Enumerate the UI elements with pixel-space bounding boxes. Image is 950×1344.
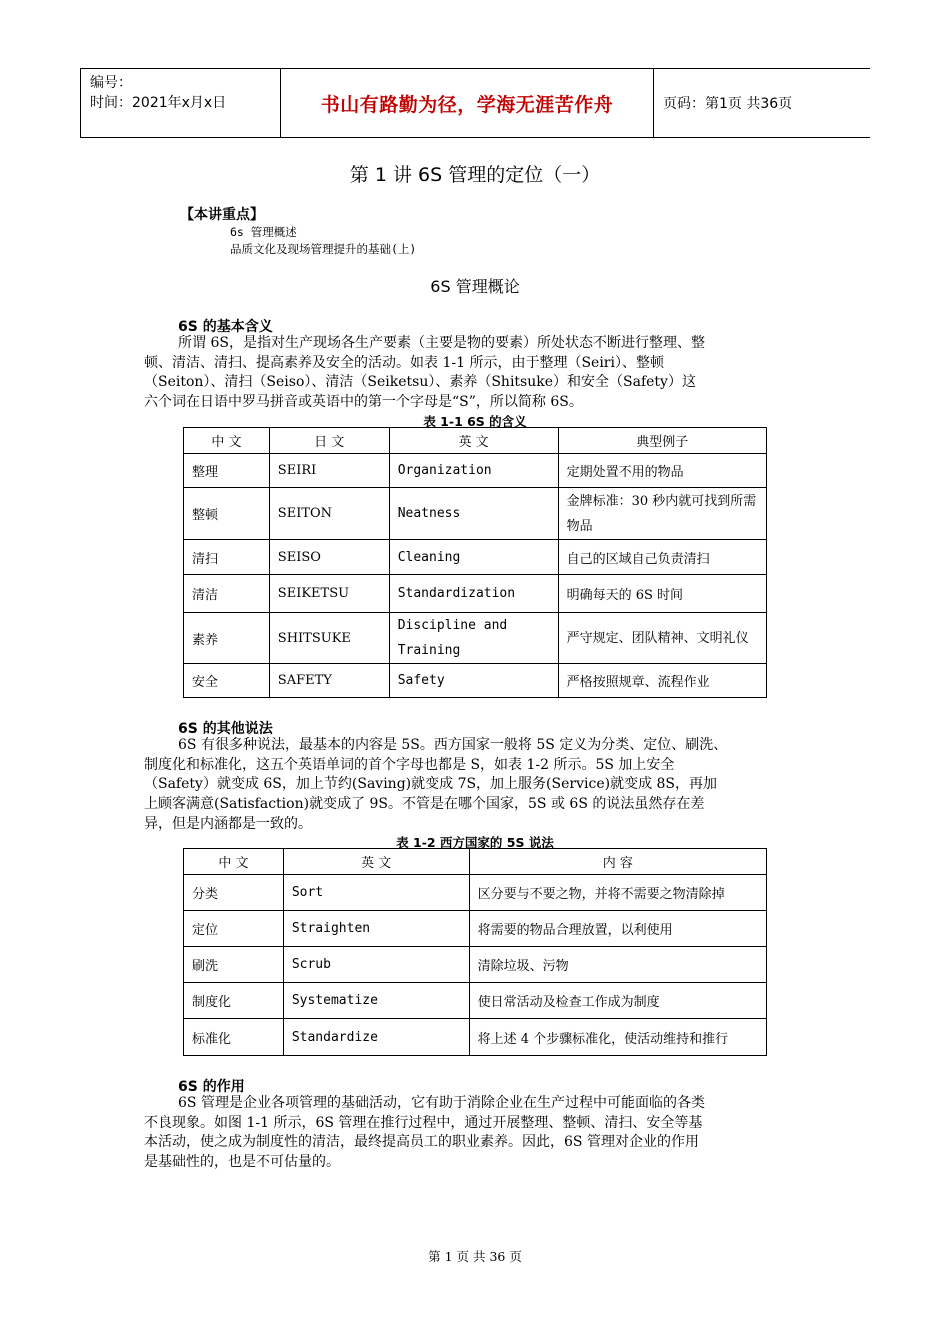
paragraph-line: （Safety）就变成 6S，加上节约(Saving)就变成 7S，加上服务(Service)就变成 8S，再加 <box>144 776 718 793</box>
cell-zh: 安全 <box>184 664 270 698</box>
page-footer: 第 1 页 共 36 页 <box>428 1249 522 1264</box>
column-header: 日 文 <box>269 428 389 454</box>
column-header: 内 容 <box>469 849 766 875</box>
header-meta <box>90 73 226 113</box>
cell-content: 将需要的物品合理放置，以利使用 <box>469 911 766 947</box>
cell-example: 明确每天的 6S 时间 <box>558 575 766 613</box>
key-point-item: 品质文化及现场管理提升的基础(上) <box>230 242 417 256</box>
column-header: 英 文 <box>283 849 469 875</box>
cell-jp: SAFETY <box>269 664 389 698</box>
cell-zh: 清洁 <box>184 575 270 613</box>
section-heading: 6S 的基本含义 <box>178 319 273 335</box>
paragraph-line: 6S 有很多种说法，最基本的内容是 5S。西方国家一般将 5S 定义为分类、定位、刷洗、 <box>178 737 728 753</box>
cell-zh: 刷洗 <box>184 947 284 983</box>
paragraph-line: 6S 管理是企业各项管理的基础活动，它有助于消除企业在生产过程中可能面临的各类 <box>178 1095 705 1111</box>
header-page-info: 页码：第1页 共36页 <box>663 96 793 112</box>
cell-en: Neatness <box>389 488 558 540</box>
cell-zh: 素养 <box>184 613 270 664</box>
cell-en: Systematize <box>283 983 469 1019</box>
cell-en: Discipline and Training <box>389 613 558 664</box>
paragraph-line: 上顾客满意(Satisfaction)就变成了 9S。不管是在哪个国家，5S 或 6S 的说法虽然存在差 <box>144 796 705 813</box>
paragraph-line: （Seiton）、清扫（Seiso）、清洁（Seiketsu）、素养（Shitsuke）和安全（Safety）这 <box>144 374 696 391</box>
cell-zh: 整理 <box>184 454 270 488</box>
cell-zh: 制度化 <box>184 983 284 1019</box>
table-row <box>184 911 767 947</box>
paragraph-line: 六个词在日语中罗马拼音或英语中的第一个字母是“S”，所以简称 6S。 <box>144 394 583 411</box>
table-row <box>184 875 767 911</box>
column-header: 中 文 <box>184 428 270 454</box>
table-caption: 表 1-2 西方国家的 5S 说法 <box>396 835 554 850</box>
cell-zh: 定位 <box>184 911 284 947</box>
cell-jp: SEISO <box>269 540 389 575</box>
column-header: 中 文 <box>184 849 284 875</box>
table-row <box>184 1019 767 1056</box>
lecture-title: 第 1 讲 6S 管理的定位（一） <box>349 164 601 186</box>
table-header-row <box>184 849 767 875</box>
table-caption: 表 1-1 6S 的含义 <box>423 414 527 429</box>
section-heading: 6S 的作用 <box>178 1079 245 1095</box>
cell-zh: 整顿 <box>184 488 270 540</box>
column-header: 典型例子 <box>558 428 766 454</box>
cell-en: Cleaning <box>389 540 558 575</box>
paragraph-line: 本活动，使之成为制度性的清洁，最终提高员工的职业素养。因此，6S 管理对企业的作用 <box>144 1134 699 1151</box>
table-header-row <box>184 428 767 454</box>
cell-example: 严守规定、团队精神、文明礼仪 <box>558 613 766 664</box>
cell-en: Sort <box>283 875 469 911</box>
cell-example: 定期处置不用的物品 <box>558 454 766 488</box>
key-point-item: 6s 管理概述 <box>230 225 297 239</box>
cell-zh: 清扫 <box>184 540 270 575</box>
cell-jp: SHITSUKE <box>269 613 389 664</box>
table-row <box>184 488 767 540</box>
paragraph-line: 不良现象。如图 1-1 所示，6S 管理在推行过程中，通过开展整理、整顿、清扫、安全等基 <box>144 1114 703 1131</box>
table-western-5s <box>183 848 767 1056</box>
section-paragraph <box>144 334 816 413</box>
paragraph-line: 是基础性的，也是不可估量的。 <box>144 1154 340 1171</box>
table-row <box>184 983 767 1019</box>
paragraph-line: 异，但是内涵都是一致的。 <box>144 815 312 832</box>
table-row <box>184 540 767 575</box>
motto: 书山有路勤为径，学海无涯苦作舟 <box>320 93 614 116</box>
cell-content: 使日常活动及检查工作成为制度 <box>469 983 766 1019</box>
cell-en: Standardize <box>283 1019 469 1056</box>
overview-title: 6S 管理概论 <box>430 277 520 296</box>
paragraph-line: 制度化和标准化，这五个英语单词的首个字母也都是 S，如表 1-2 所示。5S 加上安全 <box>144 756 675 773</box>
cell-zh: 标准化 <box>184 1019 284 1056</box>
table-6s-meaning <box>183 427 767 698</box>
cell-example: 金牌标准：30 秒内就可找到所需物品 <box>558 488 766 540</box>
cell-example: 严格按照规章、流程作业 <box>558 664 766 698</box>
cell-en: Standardization <box>389 575 558 613</box>
cell-content: 区分要与不要之物，并将不需要之物清除掉 <box>469 875 766 911</box>
section-paragraph <box>144 736 816 835</box>
number-label: 编号： <box>90 75 132 91</box>
cell-content: 清除垃圾、污物 <box>469 947 766 983</box>
key-points-label: 【本讲重点】 <box>180 207 264 223</box>
page-header <box>80 68 870 138</box>
cell-example: 自己的区域自己负责清扫 <box>558 540 766 575</box>
cell-jp: SEIRI <box>269 454 389 488</box>
cell-content: 将上述 4 个步骤标准化，使活动维持和推行 <box>469 1019 766 1056</box>
date-label: 时间：2021年x月x日 <box>90 95 227 111</box>
cell-en: Organization <box>389 454 558 488</box>
cell-en: Safety <box>389 664 558 698</box>
cell-jp: SEIKETSU <box>269 575 389 613</box>
section-heading: 6S 的其他说法 <box>178 721 273 737</box>
cell-en: Scrub <box>283 947 469 983</box>
paragraph-line: 所谓 6S，是指对生产现场各生产要素（主要是物的要素）所处状态不断进行整理、整 <box>178 335 705 351</box>
table-row <box>184 664 767 698</box>
table-row <box>184 575 767 613</box>
table-row <box>184 947 767 983</box>
cell-en: Straighten <box>283 911 469 947</box>
table-row <box>184 454 767 488</box>
column-header: 英 文 <box>389 428 558 454</box>
cell-jp: SEITON <box>269 488 389 540</box>
cell-zh: 分类 <box>184 875 284 911</box>
table-row <box>184 613 767 664</box>
paragraph-line: 顿、清洁、清扫、提高素养及安全的活动。如表 1-1 所示，由于整理（Seiri）、整顿 <box>144 354 664 371</box>
section-paragraph <box>144 1094 816 1173</box>
